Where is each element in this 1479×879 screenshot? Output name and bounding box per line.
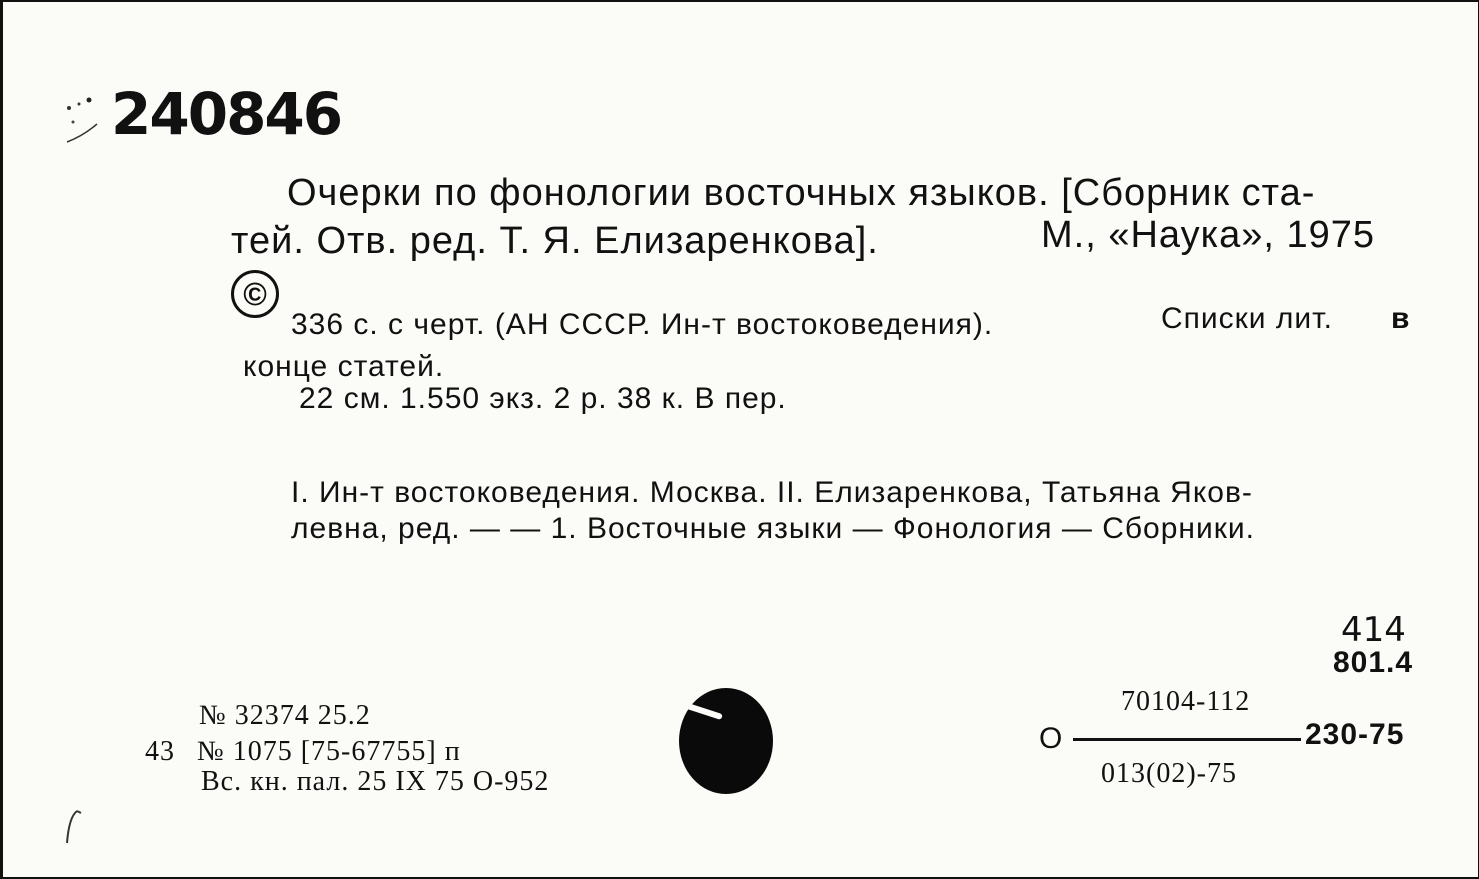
handwritten-code: 414 [1341, 610, 1406, 650]
title-line-1: Очерки по фонологии восточных языков. [Сборник ста- [287, 172, 1316, 214]
pencil-mark-icon [63, 807, 83, 847]
formula-denominator: 013(02)-75 [1101, 758, 1237, 789]
order-number: № 32374 25.2 [199, 700, 371, 731]
physical-description: 336 с. с черт. (АН СССР. Ин-т востоковедения). [291, 308, 994, 341]
publisher-imprint: М., «Наука», 1975 [1041, 214, 1375, 256]
formula-prefix: О [1039, 722, 1064, 755]
registry-number: № 1075 [75-67755] п [197, 736, 461, 767]
formula-bar [1073, 738, 1301, 741]
formula-suffix: 230-75 [1305, 718, 1405, 751]
book-chamber-stamp: Вс. кн. пал. 25 IX 75 О-952 [201, 766, 550, 797]
bibliography-note-end: конце статей. [243, 350, 445, 383]
bibliography-note-cont: в [1391, 302, 1411, 335]
subject-line-1: I. Ин-т востоковедения. Москва. II. Елизаренкова, Татьяна Яков- [291, 476, 1253, 509]
print-run-prefix: 43 [145, 736, 175, 767]
ink-smudge-icon [59, 94, 109, 154]
format-price: 22 см. 1.550 экз. 2 р. 38 к. В пер. [299, 382, 787, 415]
handwritten-accession-number: 240846 [111, 80, 342, 148]
title-line-2: тей. Отв. ред. Т. Я. Елизаренкова]. [231, 220, 879, 262]
formula-numerator: 70104-112 [1121, 686, 1251, 717]
subject-line-2: левна, ред. — — 1. Восточные языки — Фонология — Сборники. [291, 512, 1255, 545]
bibliography-note: Списки лит. [1161, 302, 1333, 335]
copyright-icon: © [231, 270, 279, 318]
classification-index: 801.4 [1333, 646, 1414, 679]
